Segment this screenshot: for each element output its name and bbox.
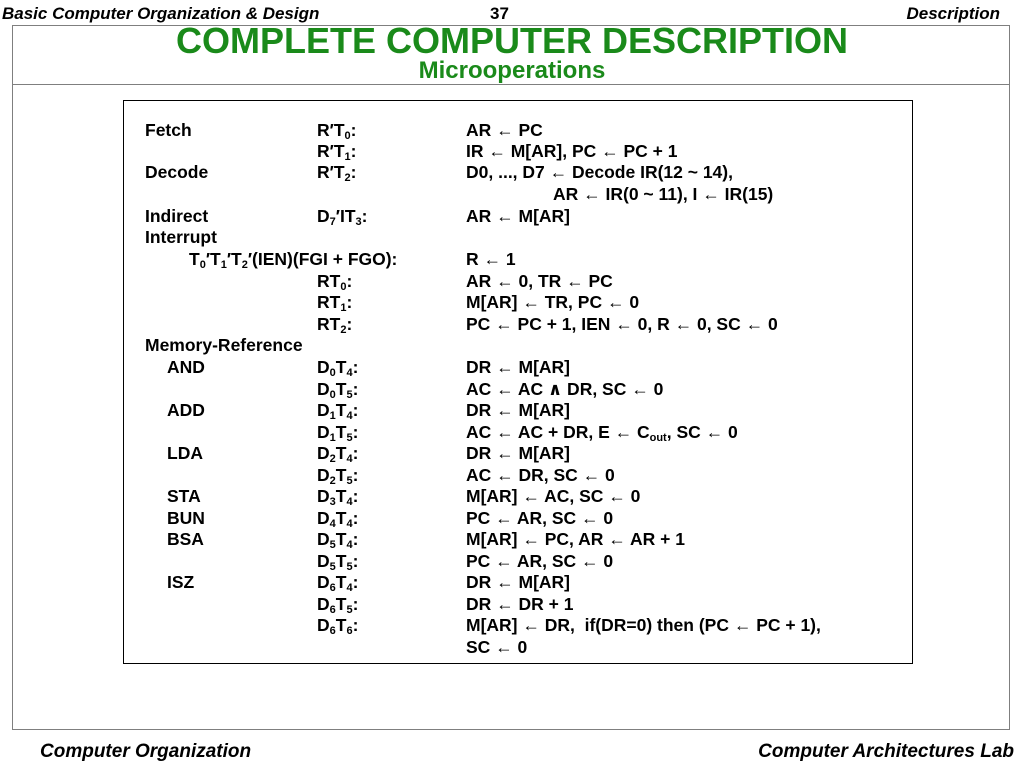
timing-condition: $D_3T_4$: <box>317 486 359 508</box>
slide-subtitle: Microoperations <box>418 57 606 84</box>
footer-lab: Computer Architectures Lab <box>758 741 1014 762</box>
timing-condition: $R'T_1$: <box>317 141 357 163</box>
microoperation: DR ← DR + 1 <box>466 594 574 614</box>
microoperation: DR ← M[AR] <box>466 572 571 592</box>
timing-condition: $D_2T_4$: <box>317 443 359 465</box>
instruction-label: BSA <box>167 529 204 549</box>
microoperation: R ← 1 <box>466 249 516 269</box>
instruction-label: BUN <box>167 508 205 528</box>
timing-condition: $D_0T_5$: <box>317 379 359 401</box>
timing-condition: $D_1T_4$: <box>317 400 359 422</box>
phase-label: Interrupt <box>145 227 217 247</box>
microoperation: IR ← M[AR], PC ← PC + 1 <box>466 141 678 161</box>
microoperation: M[AR] ← AC, SC ← 0 <box>466 486 641 506</box>
microoperation: DR ← M[AR] <box>466 443 571 463</box>
timing-condition: $D_7'IT_3$: <box>317 206 368 228</box>
footer-course: Computer Organization <box>40 741 252 762</box>
microoperation: AC ← AC + DR, E ← $C_{out}$, SC ← 0 <box>466 422 738 444</box>
timing-condition: $RT_2$: <box>317 314 353 336</box>
timing-condition: $D_5T_4$: <box>317 529 359 551</box>
microoperation: AC ← AC ∧ DR, SC ← 0 <box>466 379 664 399</box>
instruction-label: LDA <box>167 443 203 463</box>
timing-condition: $D_6T_5$: <box>317 594 359 616</box>
header-section: Description <box>906 4 1000 23</box>
instruction-label: STA <box>167 486 201 506</box>
microoperation: PC ← PC + 1, IEN ← 0, R ← 0, SC ← 0 <box>466 314 778 334</box>
microoperation: AR ← 0, TR ← PC <box>466 271 613 291</box>
microoperation: AR ← M[AR] <box>466 206 571 226</box>
microoperation: AR ← IR(0 ~ 11), I ← IR(15) <box>553 184 774 204</box>
timing-condition: $R'T_2$: <box>317 162 357 184</box>
timing-condition: $D_1T_5$: <box>317 422 359 444</box>
phase-label: Decode <box>145 162 209 182</box>
phase-label: Indirect <box>145 206 209 226</box>
timing-condition: $R'T_0$: <box>317 120 357 142</box>
microoperation: DR ← M[AR] <box>466 400 571 420</box>
microoperation: PC ← AR, SC ← 0 <box>466 508 614 528</box>
timing-condition: $D_5T_5$: <box>317 551 359 573</box>
instruction-label: AND <box>167 357 205 377</box>
microoperation: SC ← 0 <box>466 637 528 657</box>
timing-condition: $RT_1$: <box>317 292 353 314</box>
timing-condition: $T_0'T_1'T_2'(IEN)(FGI + FGO)$: <box>189 249 398 271</box>
timing-condition: $D_0T_4$: <box>317 357 359 379</box>
instruction-label: ISZ <box>167 572 195 592</box>
phase-label: Memory-Reference <box>145 335 303 355</box>
microoperation: DR ← M[AR] <box>466 357 571 377</box>
microoperation: AR ← PC <box>466 120 543 140</box>
microoperation: AC ← DR, SC ← 0 <box>466 465 615 485</box>
timing-condition: $RT_0$: <box>317 271 353 293</box>
microoperation: M[AR] ← TR, PC ← 0 <box>466 292 640 312</box>
timing-condition: $D_2T_5$: <box>317 465 359 487</box>
microoperation: PC ← AR, SC ← 0 <box>466 551 614 571</box>
timing-condition: $D_6T_6$: <box>317 615 359 637</box>
timing-condition: $D_6T_4$: <box>317 572 359 594</box>
header-course: Basic Computer Organization & Design <box>2 4 320 23</box>
microoperation: M[AR] ← PC, AR ← AR + 1 <box>466 529 685 549</box>
timing-condition: $D_4T_4$: <box>317 508 359 530</box>
microoperation: M[AR] ← DR, if(DR=0) then (PC ← PC + 1), <box>466 615 821 635</box>
slide-title: COMPLETE COMPUTER DESCRIPTION <box>175 20 849 61</box>
page-number: 37 <box>490 4 509 23</box>
phase-label: Fetch <box>145 120 192 140</box>
microoperation: D0, ..., D7 ← Decode IR(12 ~ 14), <box>466 162 733 182</box>
instruction-label: ADD <box>167 400 205 420</box>
